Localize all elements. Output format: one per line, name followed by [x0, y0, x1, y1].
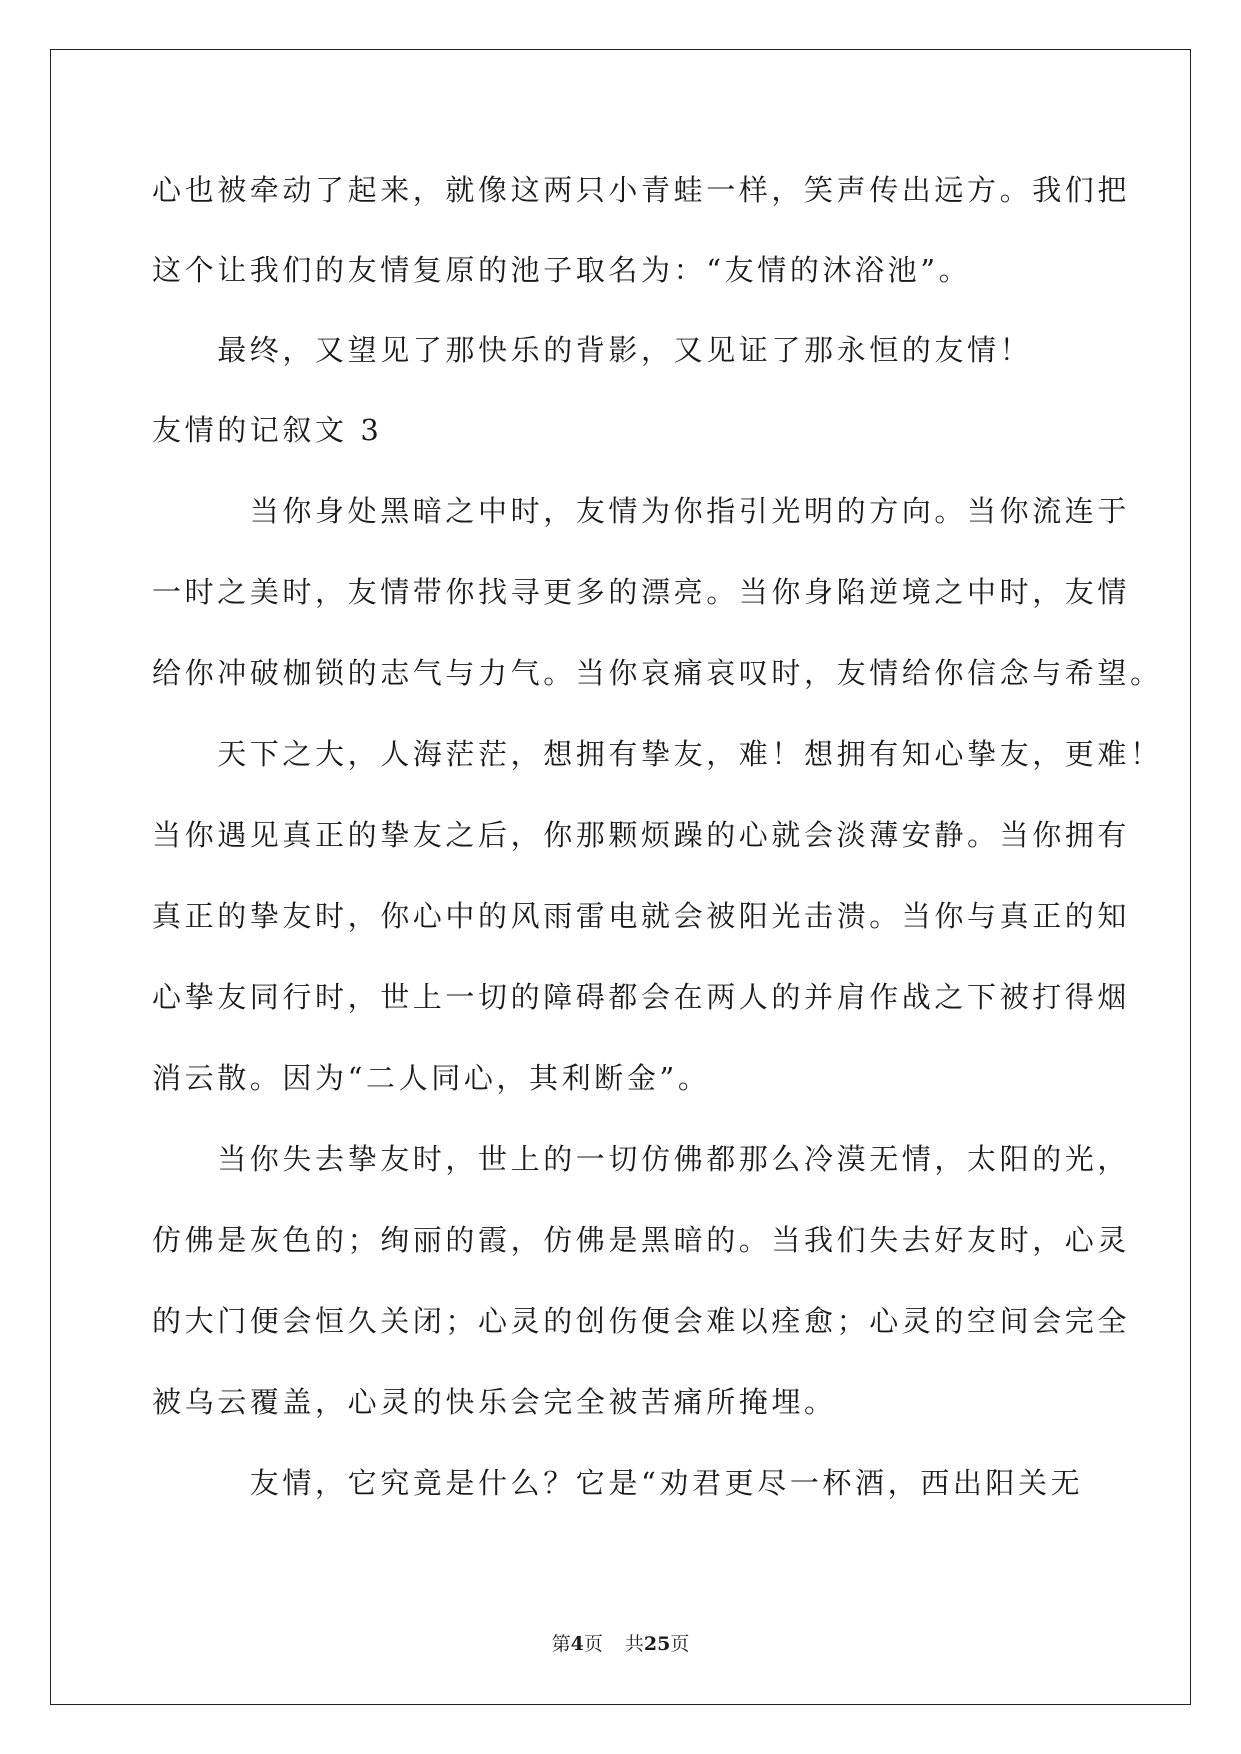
body-line: 心挚友同行时，世上一切的障碍都会在两人的并肩作战之下被打得烟: [152, 980, 1131, 1014]
body-line: 一时之美时，友情带你找寻更多的漂亮。当你身陷逆境之中时，友情: [152, 575, 1131, 609]
body-line: 心也被牵动了起来，就像这两只小青蛙一样，笑声传出远方。我们把: [152, 173, 1131, 207]
body-line: 当你失去挚友时，世上的一切仿佛都那么冷漠无情，太阳的光，: [152, 1142, 1131, 1176]
body-line: 被乌云覆盖，心灵的快乐会完全被苦痛所掩埋。: [152, 1385, 837, 1419]
body-line: 真正的挚友时，你心中的风雨雷电就会被阳光击溃。当你与真正的知: [152, 899, 1131, 933]
footer-total-suffix: 页: [670, 1633, 690, 1655]
page-footer: [0, 1632, 1241, 1656]
footer-page-prefix: 第: [551, 1633, 571, 1655]
body-line: 当你遇见真正的挚友之后，你那颗烦躁的心就会淡薄安静。当你拥有: [152, 818, 1131, 852]
body-line: 天下之大，人海茫茫，想拥有挚友，难！想拥有知心挚友，更难！: [152, 737, 1163, 771]
body-line: 当你身处黑暗之中时，友情为你指引光明的方向。当你流连于: [152, 494, 1131, 528]
body-line: 友情，它究竟是什么？它是“劝君更尽一杯酒，西出阳关无: [152, 1466, 1084, 1500]
footer-total-pages: 25: [643, 1633, 671, 1655]
footer-page-suffix: 页: [583, 1633, 603, 1655]
body-line: 消云散。因为“二人同心，其利断金”。: [152, 1061, 711, 1095]
footer-total-prefix: 共: [624, 1633, 644, 1655]
body-line: 的大门便会恒久关闭；心灵的创伤便会难以痊愈；心灵的空间会完全: [152, 1304, 1131, 1338]
body-line: 给你冲破枷锁的志气与力气。当你哀痛哀叹时，友情给你信念与希望。: [152, 656, 1163, 690]
body-line: 这个让我们的友情复原的池子取名为：“友情的沐浴池”。: [152, 253, 972, 287]
section-heading: 友情的记叙文 3: [152, 413, 383, 447]
body-line: 最终，又望见了那快乐的背影，又见证了那永恒的友情！: [152, 333, 1033, 367]
body-line: 仿佛是灰色的；绚丽的霞，仿佛是黑暗的。当我们失去好友时，心灵: [152, 1223, 1131, 1257]
page-frame: [50, 49, 1191, 1705]
footer-page-number: 4: [570, 1633, 584, 1655]
